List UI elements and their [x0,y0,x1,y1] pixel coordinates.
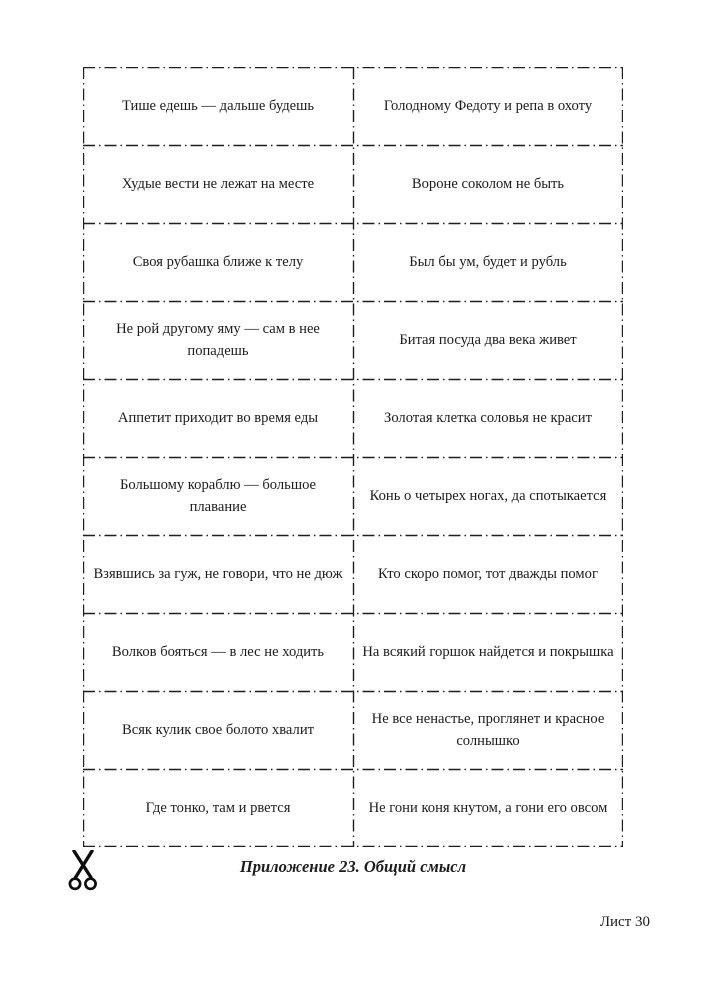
proverb-cell: Аппетит приходит во время еды [117,410,319,427]
proverb-cell: Голодному Федоту и репа в охоту [383,98,593,115]
proverbs-grid [83,67,623,847]
page-number: Лист 30 [599,914,650,930]
proverb-cell: Золотая клетка соловья не красит [384,410,592,427]
proverb-cell: Большому кораблю — большое плавание [119,477,317,515]
proverb-cell: Взявшись за гуж, не говори, что не дюж [93,566,343,583]
proverb-cell: Худые вести не лежат на месте [121,176,315,193]
proverb-cell: Битая посуда два века живет [399,332,577,349]
proverb-cell: Всяк кулик свое болото хвалит [121,722,315,739]
proverb-cell: Где тонко, там и рвется [145,800,291,817]
proverb-cell: Кто скоро помог, тот дважды помог [378,566,598,583]
proverb-cell: Конь о четырех ногах, да спотыкается [369,488,607,505]
proverb-cell: Тише едешь — дальше будешь [121,98,315,115]
proverb-cell: Не все ненастье, проглянет и красное солнышко [371,711,605,749]
proverb-cell: Вороне соколом не быть [411,176,565,193]
proverb-cell: На всякий горшок найдется и покрышка [362,644,614,661]
proverb-cell: Не рой другому яму — сам в нее попадешь [116,321,320,359]
proverb-cell: Своя рубашка ближе к телу [132,254,304,271]
proverbs-cutout-table [83,67,623,847]
table-caption: Приложение 23. Общий смысл [239,857,467,876]
proverb-cell: Волков бояться — в лес не ходить [111,644,325,661]
proverb-cell: Был бы ум, будет и рубль [409,254,567,271]
proverb-cell: Не гони коня кнутом, а гони его овсом [368,800,608,817]
